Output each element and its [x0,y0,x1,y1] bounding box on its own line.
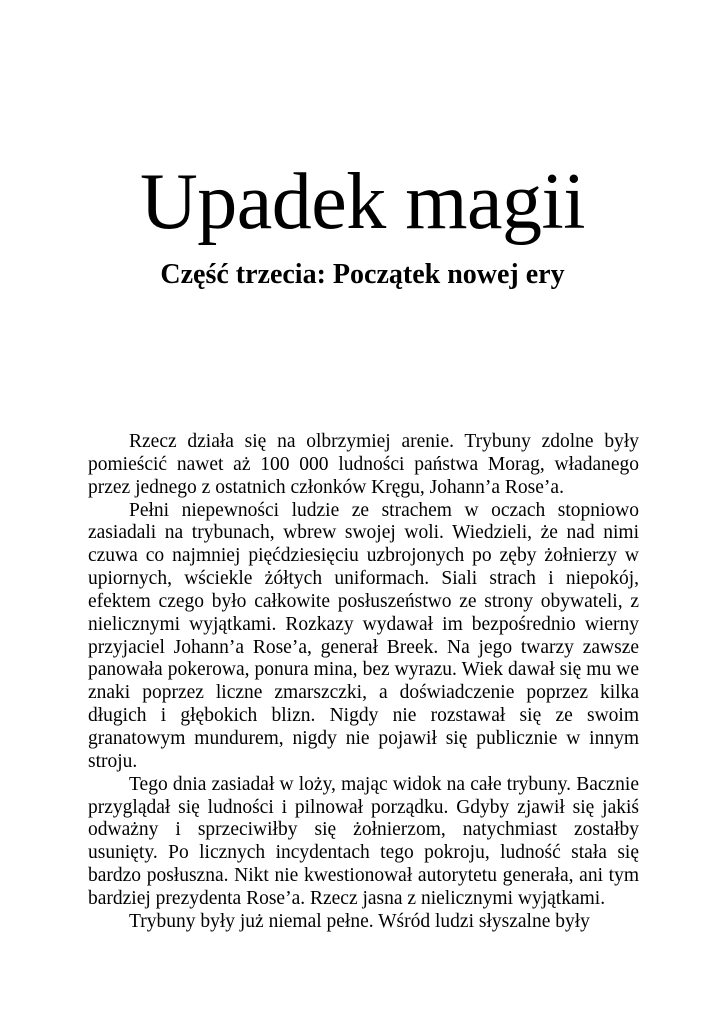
body-text [88,431,639,934]
page-title: Upadek magii [140,158,585,246]
paragraph: Trybuny były już niemal pełne. Wśród ludzi słyszalne były [129,910,590,932]
paragraph: Tego dnia zasiadał w loży, mając widok na całe trybuny. Bacznie przyglądał się ludności i pilnował porządku. Gdyby zjawił się jakiś odważny i sprzeciwiłby się żołnierzom, natychmiast zostałby usunięty. Po licznych incydentach tego pokroju, ludność stała się bardzo posłuszna. Nikt nie kwestionował autorytetu generała, ani tym bardziej prezydenta Rose’a. Rzecz jasna z nielicznymi wyjątkami. [88,773,639,909]
page-subtitle: Część trzecia: Początek nowej ery [160,259,565,290]
paragraph: Pełni niepewności ludzie ze strachem w oczach stopniowo zasiadali na trybunach, wbrew swojej woli. Wiedzieli, że nad nimi czuwa co najmniej pięćdziesięciu uzbrojonych po zęby żołnierzy w upiornych, wściekle żółtych uniformach. Siali strach i niepokój, efektem czego było całkowite posłuszeństwo ze strony obywateli, z nielicznymi wyjątkami. Rozkazy wydawał im bezpośrednio wierny przyjaciel Johann’a Rose’a, generał Breek. Na jego twarzy zawsze panowała pokerowa, ponura mina, bez wyrazu. Wiek dawał się mu we znaki poprzez liczne zmarszczki, a doświadczenie poprzez kilka długich i głębokich blizn. Nigdy nie rozstawał się ze swoim granatowym mundurem, nigdy nie pojawił się publicznie w innym stroju. [88,499,639,772]
paragraph: Rzecz działa się na olbrzymiej arenie. Trybuny zdolne były pomieścić nawet aż 100 000 ludności państwa Morag, władanego przez jednego z ostatnich członków Kręgu, Johann’a Rose’a. [88,431,639,498]
